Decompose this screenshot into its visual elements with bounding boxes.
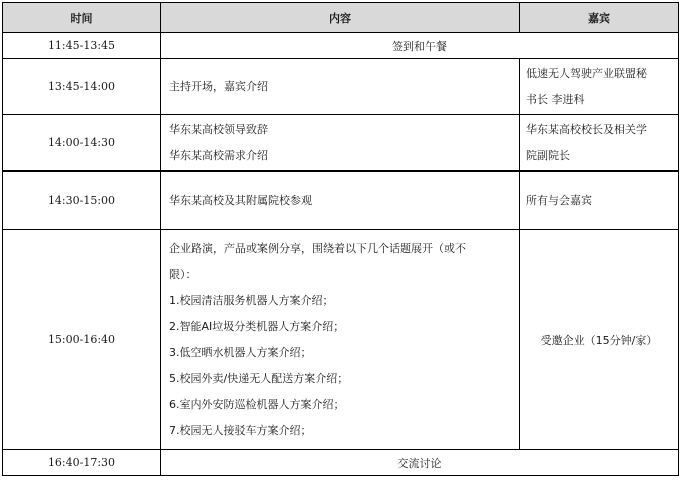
guest-cell	[520, 230, 679, 450]
content-line: 企业路演，产品或案例分享，围绕着以下几个话题展开（或不	[169, 241, 466, 255]
guest-cell	[520, 115, 679, 172]
time-cell: 15:00-16:40	[3, 230, 161, 450]
content-line: 1.校园清洁服务机器人方案介绍；	[169, 293, 334, 307]
guest-line: 所有与会嘉宾	[526, 193, 592, 207]
guest-line: 华东某高校校长及相关学	[526, 122, 647, 136]
guest-cell	[520, 59, 679, 115]
header-content: 内容	[161, 3, 520, 33]
header-time: 时间	[3, 3, 161, 33]
content-line: 5.校园外卖/快递无人配送方案介绍；	[169, 371, 349, 385]
content-line: 限）：	[169, 267, 197, 281]
header-row	[3, 3, 679, 33]
content-line: 7.校园无人接驳车方案介绍；	[169, 423, 312, 437]
content-line: 2.智能AI垃圾分类机器人方案介绍；	[169, 319, 345, 333]
content-cell	[161, 230, 520, 450]
guest-line: 受邀企业（15分钟/家）	[540, 333, 658, 347]
content-line: 6.室内外安防巡检机器人方案介绍；	[169, 397, 345, 411]
table-row	[3, 171, 679, 230]
content-line: 华东某高校及其附属院校参观	[169, 193, 312, 207]
agenda-table-container	[2, 2, 678, 476]
span-cell: 签到和午餐	[161, 33, 679, 59]
content-line: 主持开场，嘉宾介绍	[169, 79, 268, 93]
content-line: 华东某高校需求介绍	[169, 148, 268, 162]
time-cell: 14:30-15:00	[3, 171, 161, 230]
content-cell	[161, 171, 520, 230]
table-row	[3, 115, 679, 172]
time-cell: 14:00-14:30	[3, 115, 161, 172]
content-line: 3.低空晒水机器人方案介绍；	[169, 345, 312, 359]
time-cell: 13:45-14:00	[3, 59, 161, 115]
guest-line: 院副院长	[526, 148, 570, 162]
table-row	[3, 33, 679, 59]
time-cell: 16:40-17:30	[3, 450, 161, 476]
header-guests: 嘉宾	[520, 3, 679, 33]
guest-line: 书长 李进科	[526, 92, 585, 106]
guest-line: 低速无人驾驶产业联盟秘	[526, 66, 647, 80]
agenda-table	[2, 2, 679, 476]
guest-cell	[520, 171, 679, 230]
table-row	[3, 59, 679, 115]
time-cell: 11:45-13:45	[3, 33, 161, 59]
span-cell: 交流讨论	[161, 450, 679, 476]
table-row	[3, 230, 679, 450]
table-row	[3, 450, 679, 476]
content-line: 华东某高校领导致辞	[169, 122, 268, 136]
content-cell	[161, 59, 520, 115]
content-cell	[161, 115, 520, 172]
